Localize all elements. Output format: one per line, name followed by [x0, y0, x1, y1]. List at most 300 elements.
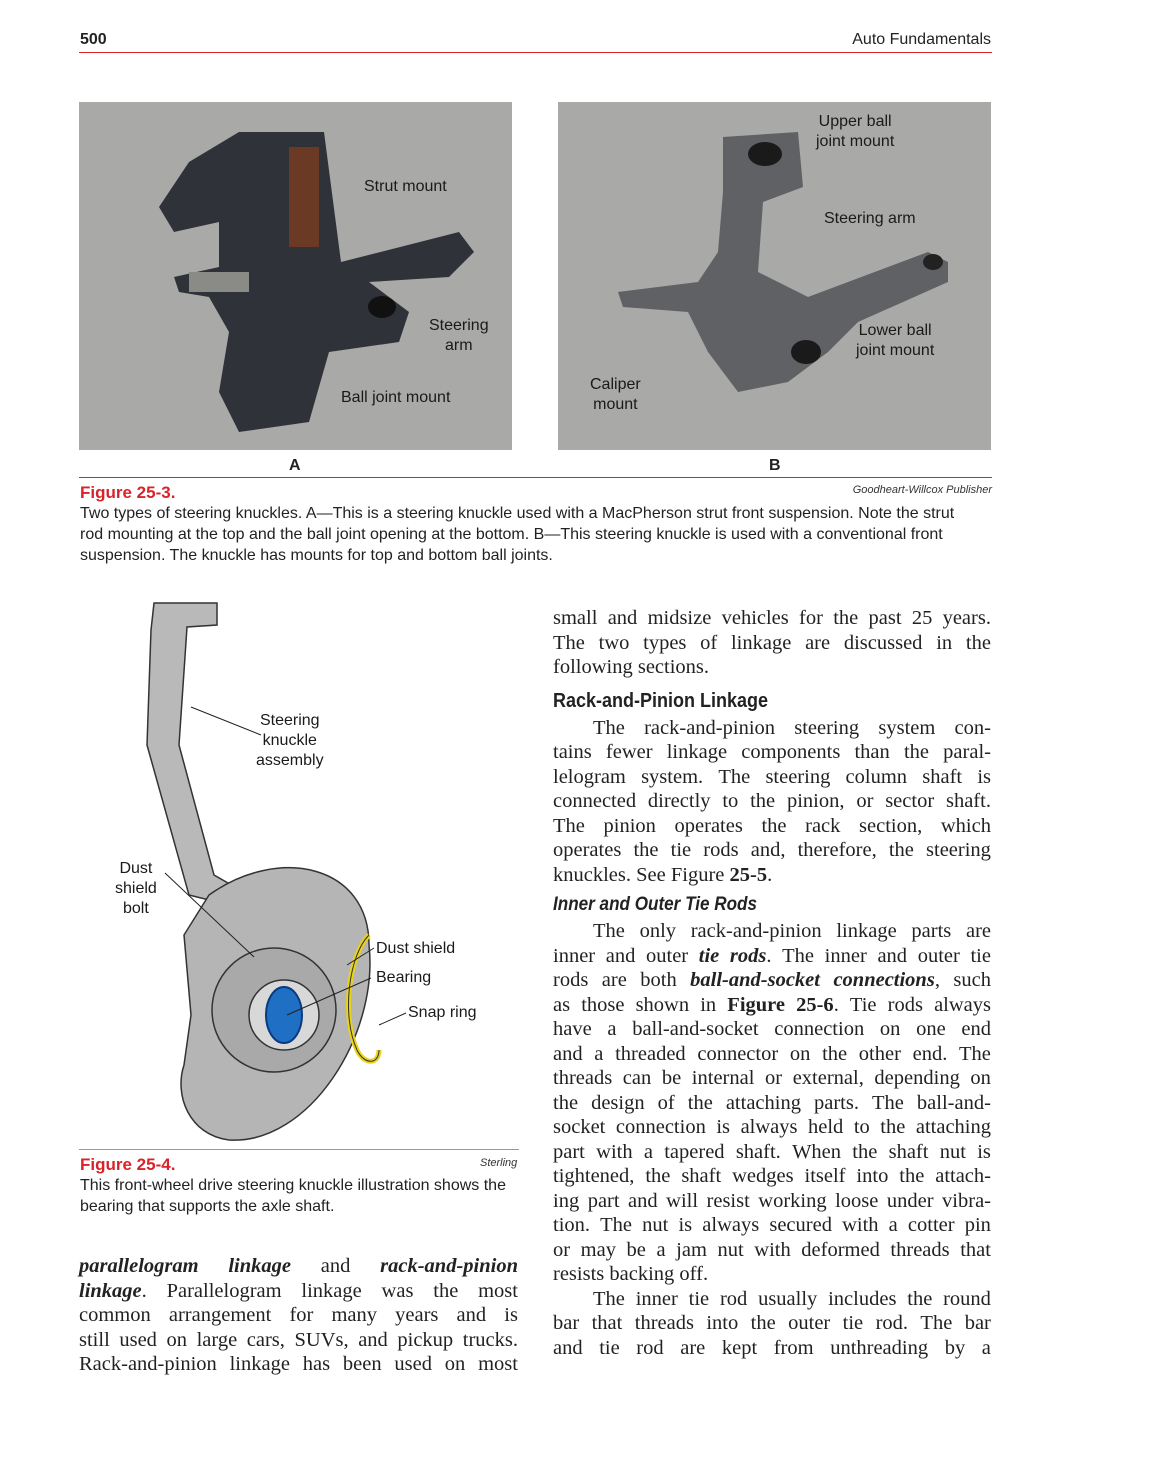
word: are [805, 631, 831, 654]
word: rod [719, 1287, 748, 1310]
label-dust-shield-bolt: Dust shield bolt [115, 860, 157, 917]
word: other [858, 1042, 901, 1065]
word: parts [911, 920, 952, 942]
word: threaded [615, 1042, 686, 1065]
word: the [645, 1165, 671, 1187]
word: The [600, 1214, 633, 1236]
word: such [953, 969, 991, 991]
text-line [553, 944, 991, 969]
word: the [750, 1312, 776, 1334]
word: wedges [732, 1165, 794, 1187]
word: midsize [647, 607, 712, 629]
figure-25-3-number: Figure 25-3. [80, 483, 176, 502]
word: nut [939, 1140, 966, 1163]
word: 25-6. [796, 993, 839, 1016]
word: pin [964, 1214, 991, 1236]
word: system [878, 716, 936, 739]
text-line [553, 740, 991, 765]
word: tie [970, 944, 991, 967]
word: rods [887, 993, 923, 1016]
word: therefore, [797, 839, 877, 861]
bearing [266, 987, 302, 1043]
text-line [553, 716, 991, 741]
text-line [553, 631, 991, 656]
word: in [936, 631, 953, 654]
word: tains [553, 741, 592, 763]
text-line [553, 1042, 991, 1067]
word: tie [688, 1287, 710, 1310]
text-line [553, 1140, 991, 1165]
word: Figure [670, 863, 730, 886]
word: end. [912, 1042, 948, 1065]
word: steering [926, 839, 991, 861]
word: resist [706, 1189, 750, 1212]
text-line [553, 1066, 991, 1091]
figure-25-3-credit: Goodheart-Willcox Publisher [852, 484, 992, 496]
word: outer [917, 944, 960, 967]
word: The [553, 814, 585, 837]
text-line [553, 655, 991, 680]
word: connector [697, 1042, 779, 1065]
word: those [581, 993, 625, 1016]
word: ball-and-socket [690, 969, 820, 991]
word: common [79, 1304, 151, 1326]
word: rods [553, 969, 589, 991]
word: shaft [888, 1140, 929, 1163]
word: and [607, 607, 638, 629]
figure-25-4-credit: Sterling [480, 1157, 518, 1169]
word: socket [553, 1116, 606, 1138]
word: types [643, 631, 687, 654]
word: linkage. [79, 1279, 147, 1302]
word: shaft [681, 1165, 722, 1187]
photo-conventional-knuckle [558, 102, 991, 450]
word: as [553, 993, 571, 1016]
word: may [580, 1238, 616, 1261]
word: from [773, 1336, 814, 1359]
panel-letter-a: A [289, 457, 301, 474]
word: The [782, 944, 815, 967]
left-text-column [79, 1254, 518, 1377]
text-line [79, 1352, 518, 1377]
word: for [289, 1304, 314, 1326]
text-line [553, 1336, 991, 1361]
word: and [628, 1189, 658, 1212]
word: ball-and-socket [632, 1018, 759, 1040]
header-rule [79, 52, 992, 53]
word: knuckles. [553, 863, 637, 886]
word: directly [647, 790, 711, 812]
word: rack-and-pinion [690, 920, 822, 942]
word: shown [635, 993, 690, 1016]
word: is [977, 1140, 991, 1163]
word: system. [641, 765, 704, 788]
word: large [196, 1328, 238, 1351]
word: always [702, 1214, 760, 1236]
word: backing [609, 1263, 680, 1285]
word: vehicles [721, 607, 789, 629]
word: that [591, 1312, 623, 1334]
word: jam [676, 1238, 707, 1261]
word: rack-and-pinion [380, 1255, 518, 1277]
word: small [553, 607, 598, 629]
word: operates [674, 814, 743, 837]
word: have [553, 1018, 592, 1040]
word: only [639, 920, 677, 942]
word: on [166, 1328, 187, 1351]
text-line [79, 1328, 518, 1353]
word: end [961, 1018, 991, 1040]
word: the [903, 741, 929, 763]
label-lower-ball-joint-mount: Lower ball joint mount [856, 322, 935, 359]
book-title: Auto Fundamentals [852, 31, 991, 48]
word: kept [721, 1336, 758, 1359]
word: round [943, 1287, 991, 1310]
word: will [666, 1189, 699, 1212]
word: one [916, 1018, 946, 1040]
section-heading: Rack-and-Pinion Linkage [553, 689, 769, 712]
word: internal [691, 1067, 755, 1089]
word: two [598, 631, 630, 654]
word: When [792, 1140, 842, 1163]
word: was [381, 1279, 414, 1302]
word: operates [553, 839, 622, 861]
word: the [907, 1287, 933, 1310]
word: and [553, 1336, 583, 1359]
figure-rule [79, 477, 992, 478]
word: in [700, 993, 717, 1016]
word: attach- [935, 1165, 991, 1187]
text-line [553, 1213, 991, 1238]
word: the [761, 814, 787, 837]
word: tie [599, 1336, 620, 1359]
word: itself [804, 1165, 846, 1187]
word: is [504, 1304, 518, 1326]
word: the [433, 1279, 459, 1302]
word: been [342, 1353, 382, 1375]
word: nut [717, 1238, 744, 1261]
subsection-heading: Inner and Outer Tie Rods [553, 894, 757, 915]
word: unthreading [830, 1336, 929, 1359]
word: The [553, 631, 585, 654]
word: shaft. [945, 790, 991, 812]
label-steering-arm-b: Steering arm [824, 210, 916, 227]
word: ball-and- [916, 1091, 991, 1114]
word: linkage [836, 920, 897, 942]
word: fewer [605, 741, 653, 763]
word: which [940, 814, 991, 837]
word: off. [679, 1263, 709, 1285]
word: components [741, 741, 841, 763]
word: be [661, 1067, 682, 1089]
word: shaft. [735, 1140, 781, 1163]
word: the [750, 790, 776, 812]
word: The [718, 765, 751, 788]
word: tapered [664, 1140, 725, 1163]
word: always [740, 1116, 798, 1138]
word: the [833, 607, 859, 629]
word: on [444, 1353, 466, 1375]
word: steering [765, 765, 831, 788]
word: tie [842, 1312, 864, 1334]
photo-strut-knuckle [79, 102, 512, 450]
word: discussed [843, 631, 923, 654]
word: of [657, 1091, 675, 1114]
word: cotter [907, 1214, 955, 1236]
word: the [880, 1116, 906, 1138]
text-line [79, 1279, 518, 1304]
word: part [587, 1189, 620, 1212]
word: external, [792, 1067, 864, 1089]
word: attaching [915, 1116, 991, 1138]
word: the [888, 839, 914, 861]
text-line [79, 1303, 518, 1328]
word: parts. [814, 1091, 859, 1114]
word: or [765, 1067, 783, 1089]
word: Rack-and-pinion [79, 1353, 217, 1375]
word: is [678, 1214, 693, 1236]
word: with [842, 1214, 879, 1236]
word: or [856, 790, 874, 812]
word: con- [954, 716, 991, 739]
word: linkage [730, 631, 792, 654]
word: the [965, 631, 991, 654]
word: linkage [301, 1279, 362, 1302]
word: Parallelogram [166, 1279, 282, 1302]
word: with [596, 1140, 633, 1163]
text-line [553, 765, 991, 790]
word: The [920, 1312, 953, 1334]
word: usually [758, 1287, 818, 1310]
word: is [716, 1116, 731, 1138]
word: rack [805, 814, 841, 837]
word: deformed [801, 1238, 880, 1261]
word: linkage [229, 1353, 290, 1375]
figure-25-3-caption: Two types of steering knuckles. A—This is a steering knuckle used with a MacPherson strut front suspension. Note the strut rod mounting at the top and the ball joint opening at the bottom. B—This steering knuckle is used with a conventional front suspension. The knuckle has mounts for top and bottom ball joints. [80, 505, 955, 564]
word: a [643, 1140, 653, 1163]
word: are [601, 969, 627, 991]
word: and [456, 1304, 487, 1326]
word: The [593, 920, 625, 942]
text-line [553, 919, 991, 944]
word: threads [890, 1238, 950, 1261]
word: most [478, 1353, 518, 1375]
word: a [594, 1042, 604, 1065]
word: the [553, 1091, 579, 1114]
word: past [868, 607, 902, 629]
word: loose [835, 1189, 879, 1212]
figure-25-4-number: Figure 25-4. [80, 1155, 176, 1174]
word: Tie [849, 993, 877, 1016]
word: into [706, 1312, 739, 1334]
label-steering-knuckle-assembly: Steering knuckle assembly [256, 712, 324, 769]
word: the [852, 1140, 878, 1163]
word: outer [646, 944, 689, 967]
word: working [758, 1189, 827, 1212]
word: to [853, 1116, 870, 1138]
word: on [789, 1042, 811, 1065]
figure-25-4-caption: This front-wheel drive steering knuckle illustration shows the bearing that supports the axle shaft. [80, 1177, 506, 1215]
word: rod. [875, 1312, 909, 1334]
right-text-column [553, 606, 991, 1360]
word: design [591, 1091, 645, 1114]
word: a [607, 1018, 617, 1040]
word: are [680, 1336, 706, 1359]
word: lelogram [553, 765, 626, 788]
label-ball-joint-mount: Ball joint mount [341, 389, 451, 406]
word: always [934, 993, 991, 1016]
word: a [656, 1238, 666, 1261]
word: on [970, 1067, 991, 1089]
word: inner [553, 944, 596, 967]
label-strut-mount: Strut mount [364, 178, 447, 195]
word: with [754, 1238, 791, 1261]
text-line [553, 863, 991, 888]
word: or [553, 1238, 571, 1261]
word: inner [824, 944, 867, 967]
text-line [553, 1017, 991, 1042]
word: threads [634, 1312, 694, 1334]
word: outer [788, 1312, 831, 1334]
text-line [553, 993, 991, 1018]
word: SUVs, [294, 1328, 349, 1351]
word: that [960, 1238, 991, 1261]
word: connected [553, 790, 637, 812]
page-number: 500 [80, 31, 107, 48]
word: and [877, 944, 908, 967]
word: both [640, 969, 677, 991]
word: used [394, 1353, 432, 1375]
word: by [944, 1336, 966, 1359]
word: sections. [637, 656, 710, 678]
word: connections, [833, 969, 940, 991]
word: rods. [729, 944, 772, 967]
text-line [553, 1262, 991, 1287]
text-line [553, 606, 991, 631]
word: years. [942, 607, 991, 629]
word: pinion [603, 814, 656, 837]
word: attaching [725, 1091, 801, 1114]
word: bar [964, 1312, 991, 1334]
label-snap-ring: Snap ring [408, 1004, 477, 1021]
word: tightened, [553, 1165, 635, 1187]
text-line [553, 1287, 991, 1312]
word: used [119, 1328, 157, 1351]
word: rod [636, 1336, 664, 1359]
text-line [553, 1311, 991, 1336]
word: and, [750, 839, 786, 861]
text-line [553, 1189, 991, 1214]
word: following [553, 656, 638, 678]
word: steering [794, 716, 860, 739]
word: tie [670, 839, 692, 861]
word: can [622, 1067, 652, 1089]
text-line [79, 1254, 518, 1279]
word: to [722, 790, 739, 812]
label-steering-arm: Steering arm [429, 317, 489, 354]
word: nut [642, 1214, 669, 1236]
word: has [302, 1353, 331, 1375]
word: the [633, 839, 659, 861]
word: are [965, 920, 991, 942]
text-line [553, 1091, 991, 1116]
word: most [478, 1279, 518, 1302]
word: connection [615, 1116, 706, 1138]
word: secured [769, 1214, 832, 1236]
word: shaft [922, 765, 963, 788]
word: and [320, 1255, 351, 1277]
text-line [553, 789, 991, 814]
word: The [872, 1091, 904, 1114]
label-dust-shield: Dust shield [376, 940, 456, 957]
word: parallelogram [79, 1255, 199, 1277]
word: tie [698, 944, 720, 967]
word: cars, [246, 1328, 285, 1351]
word: section, [859, 814, 923, 837]
word: depending [874, 1067, 960, 1089]
word: The [959, 1042, 991, 1065]
word: rods [703, 839, 739, 861]
word: paral- [943, 741, 991, 763]
word: a [888, 1214, 898, 1236]
word: be [626, 1238, 646, 1261]
word: and [358, 1328, 388, 1351]
word: the [822, 1042, 848, 1065]
word: still [79, 1328, 110, 1351]
word: pickup [397, 1328, 454, 1351]
word: for [799, 607, 823, 629]
word: sector [885, 790, 935, 812]
word: The [593, 1287, 625, 1310]
word: column [845, 765, 908, 788]
word: linkage [666, 741, 728, 763]
label-caliper-mount: Caliper mount [590, 376, 641, 413]
word: 25-5. [729, 863, 773, 886]
label-bearing: Bearing [376, 969, 432, 986]
word: the [899, 1165, 925, 1187]
word: pinion, [786, 790, 845, 812]
word: resists [553, 1263, 610, 1285]
word: part [553, 1140, 585, 1163]
label-upper-ball-joint-mount: Upper ball joint mount [816, 113, 895, 150]
word: trucks. [462, 1328, 518, 1351]
word: The [593, 716, 625, 739]
text-line [553, 838, 991, 863]
word: bar [553, 1312, 580, 1334]
panel-letter-b: B [769, 457, 781, 474]
word: a [981, 1336, 991, 1359]
word: connection [774, 1018, 865, 1040]
word: of [700, 631, 718, 654]
text-line [553, 1115, 991, 1140]
word: inner [635, 1287, 678, 1310]
word: See [636, 863, 671, 886]
word: rack-and-pinion [644, 716, 776, 739]
word: Figure [727, 993, 785, 1016]
word: and [605, 944, 636, 967]
word: vibra- [942, 1189, 991, 1212]
word: the [687, 1091, 713, 1114]
text-line [553, 1164, 991, 1189]
word: threads [553, 1067, 613, 1089]
word: into [856, 1165, 889, 1187]
word: many [331, 1304, 378, 1326]
word: linkage [228, 1255, 292, 1277]
word: and [553, 1042, 583, 1065]
figure-25-4-rule [79, 1149, 519, 1150]
word: under [886, 1189, 934, 1212]
word: held [808, 1116, 844, 1138]
